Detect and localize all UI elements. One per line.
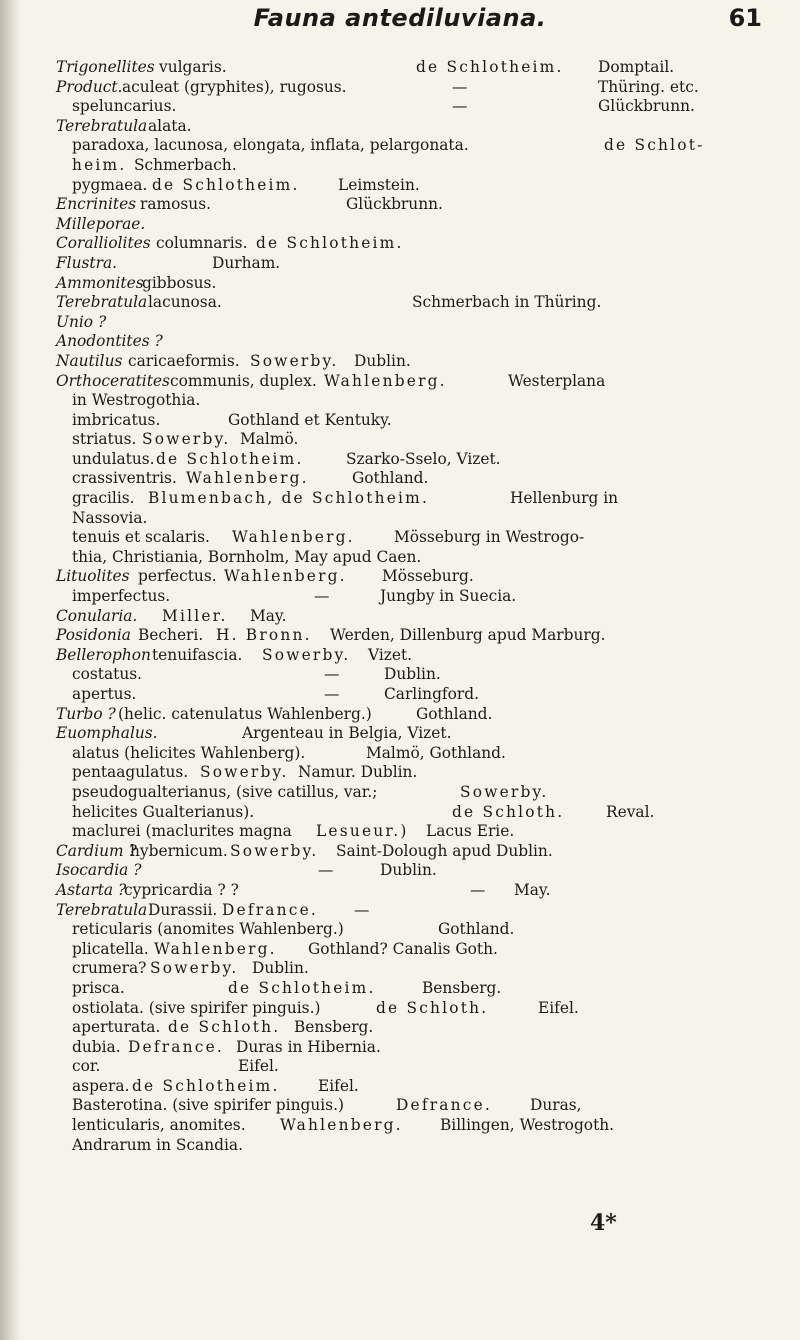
author-name: de Schlotheim. [416,58,564,76]
list-line [56,999,778,1019]
genus-name: Astarta ? [56,880,127,899]
list-line [56,489,778,509]
entry-text: columnaris. [156,234,248,253]
entry-text: aspera. [72,1076,130,1095]
author-name: Wahlenberg. [280,1116,403,1135]
list-line [56,176,778,196]
entry-text: crassiventris. [72,469,177,488]
list-line [56,901,778,921]
entry-text: imbricatus. [72,410,161,429]
list-line [56,744,778,764]
entry-text: Eifel. [318,1076,359,1095]
list-line [56,254,778,274]
entry-text: apertus. [72,685,137,703]
entry-text: Argenteau in Belgia, Vizet. [242,724,452,743]
author-name: Sowerby. [200,763,289,782]
entry-text: — [354,900,370,919]
genus-name: Turbo ? [56,704,116,723]
author-name: Miller. [162,606,228,625]
entry-text: Billingen, Westrogoth. [440,1116,615,1135]
list-line [56,607,778,627]
entry-text: caricaeformis. [128,351,240,370]
author-name: Defrance. [222,900,319,919]
genus-name: Product. [56,77,123,96]
author-name: de Schlotheim. [152,175,300,194]
list-line [56,234,778,254]
entry-text: Bensberg. [294,1018,374,1037]
entry-text: Gothland? Canalis Goth. [308,939,498,958]
species-list [56,58,778,1155]
list-line [56,78,778,98]
genus-name: Posidonia [56,626,131,645]
list-line [56,881,778,901]
entry-text: Vizet. [368,645,413,664]
list-line [56,842,778,862]
author-name: de Schlot- [604,136,705,155]
author-name: Sowerby. [230,841,319,860]
running-title: Fauna antediluviana. [253,4,547,32]
author-name: Sowerby. [142,430,231,449]
entry-text: Malmö, Gothland. [366,743,506,762]
entry-text: Reval. [606,802,655,821]
list-line [56,215,778,235]
genus-name: Orthoceratites [56,371,170,390]
list-line [56,685,778,705]
entry-text: Dublin. [252,959,309,978]
list-line [56,274,778,294]
genus-name: Conularia. [56,606,138,625]
genus-name: Coralliolites [56,234,151,253]
list-line [56,391,778,411]
entry-text: imperfectus. [72,587,171,606]
entry-text: Eifel. [238,1057,279,1076]
entry-text: pygmaea. [72,175,148,194]
list-line [56,97,778,117]
genus-name: Terebratula [56,116,148,135]
list-line [56,58,778,78]
list-line [56,587,778,607]
binding-gutter [0,0,22,1340]
entry-text: in Westrogothia. [72,391,201,410]
entry-text: Westerplana [508,371,606,390]
entry-text: speluncarius. [72,97,177,116]
entry-text: Jungby in Suecia. [380,587,517,606]
author-name: Sowerby. [262,645,351,664]
entry-text: Gothland. [438,920,515,939]
list-line [56,705,778,725]
entry-text: cypricardia ? ? [124,880,239,899]
entry-text: vulgaris. [159,58,227,76]
entry-text: cor. [72,1057,101,1076]
genus-name: Milleporae. [56,214,146,233]
author-name: de Schlotheim. [228,978,376,997]
genus-name: Trigonellites [56,58,155,76]
entry-text: — [452,77,468,96]
entry-text: helicites Gualterianus). [72,802,255,821]
list-line [56,372,778,392]
list-line [56,528,778,548]
entry-text: Dublin. [354,351,411,370]
entry-text: Schmerbach. [134,155,237,174]
author-name: de Schloth. [376,998,489,1017]
entry-text: lacunosa. [148,293,222,312]
entry-text: communis, duplex. [170,371,317,390]
entry-text: costatus. [72,665,143,684]
list-line [56,352,778,372]
entry-text: Saint-Dolough apud Dublin. [336,841,553,860]
entry-text: Becheri. [138,626,204,645]
author-name: Sowerby. [250,351,339,370]
author-name: Wahlenberg. [324,371,447,390]
author-name: Wahlenberg. [232,528,355,547]
author-name: Blumenbach, de Schlotheim. [148,489,430,508]
list-line [56,548,778,568]
entry-text: pseudogualterianus, (sive catillus, var.; [72,782,378,801]
entry-text: hybernicum. [130,841,228,860]
running-header [0,4,800,38]
entry-text: Duras in Hibernia. [236,1037,381,1056]
list-line [56,1057,778,1077]
list-line [56,1116,778,1136]
entry-text: Andrarum in Scandia. [72,1135,243,1154]
author-name: de Schlotheim. [156,449,304,468]
entry-text: Glückbrunn. [346,195,443,214]
entry-text: aculeat (gryphites), rugosus. [122,77,347,96]
signature-mark: 4* [590,1210,617,1236]
list-line [56,332,778,352]
list-line [56,626,778,646]
list-line [56,763,778,783]
entry-text: — [318,861,334,880]
genus-name: Anodontites ? [56,332,163,351]
author-name: Sowerby. [460,782,549,801]
entry-text: — [324,665,340,684]
list-line [56,979,778,999]
entry-text: striatus. [72,430,137,449]
author-name: de Schlotheim. [256,234,404,253]
entry-text: (helic. catenulatus Wahlenberg.) [118,704,372,723]
list-line [56,1096,778,1116]
author-name: de Schloth. [168,1018,281,1037]
entry-text: — [470,880,486,899]
entry-text: undulatus. [72,449,155,468]
entry-text: — [452,97,468,116]
entry-text: alata. [148,116,192,135]
author-name: Lesueur.) [316,822,409,841]
entry-text: Gothland. [352,469,429,488]
author-name: Wahlenberg. [186,469,309,488]
entry-text: — [314,587,330,606]
entry-text: Szarko-Sselo, Vizet. [346,449,501,468]
list-line [56,117,778,137]
list-line [56,1077,778,1097]
author-name: Sowerby. [150,959,239,978]
genus-name: Unio ? [56,312,107,331]
genus-name: Bellerophon [56,645,151,664]
entry-text: Durham. [212,253,281,272]
entry-text: Thüring. etc. [598,77,699,96]
list-line [56,450,778,470]
list-line [56,1038,778,1058]
entry-text: thia, Christiania, Bornholm, May apud Caen. [72,547,422,566]
genus-name: Terebratula [56,900,148,919]
list-line [56,783,778,803]
page-number: 61 [728,4,762,32]
list-line [56,430,778,450]
author-name: heim. [72,155,127,174]
entry-text: Mösseburg in Westrogo- [394,528,585,547]
genus-name: Isocardia ? [56,861,142,880]
entry-text: Bensberg. [422,978,502,997]
entry-text: May. [250,606,287,625]
list-line [56,411,778,431]
entry-text: plicatella. [72,939,149,958]
list-line [56,469,778,489]
entry-text: Lacus Erie. [426,822,515,841]
list-line [56,313,778,333]
author-name: H. Bronn. [216,626,312,645]
genus-name: Terebratula [56,293,148,312]
list-line [56,156,778,176]
author-name: Wahlenberg. [154,939,277,958]
list-line [56,940,778,960]
genus-name: Flustra. [56,253,118,272]
genus-name: Ammonites [56,273,144,292]
entry-text: gracilis. [72,489,135,508]
list-line [56,567,778,587]
author-name: de Schloth. [452,802,565,821]
entry-text: tenuifascia. [152,645,243,664]
list-line [56,803,778,823]
entry-text: maclurei (maclurites magna [72,822,292,841]
entry-text: Eifel. [538,998,579,1017]
list-line [56,861,778,881]
entry-text: Duras, [530,1096,582,1115]
entry-text: Namur. Dublin. [298,763,418,782]
list-line [56,822,778,842]
entry-text: crumera? [72,959,147,978]
entry-text: ramosus. [140,195,211,214]
entry-text: Carlingford. [384,685,479,703]
author-name: Wahlenberg. [224,567,347,586]
entry-text: Hellenburg in [510,489,619,508]
author-name: de Schlotheim. [132,1076,280,1095]
entry-text: gibbosus. [142,273,217,292]
entry-text: May. [514,880,551,899]
entry-text: paradoxa, lacunosa, elongata, inflata, pelargonata. [72,136,469,155]
list-line [56,293,778,313]
entry-text: Mösseburg. [382,567,474,586]
list-line [56,724,778,744]
list-line [56,959,778,979]
entry-text: alatus (helicites Wahlenberg). [72,743,306,762]
list-line [56,509,778,529]
entry-text: Nassovia. [72,508,148,527]
genus-name: Encrinites [56,195,137,214]
entry-text: Dublin. [384,665,441,684]
genus-name: Nautilus [56,351,123,370]
list-line [56,920,778,940]
entry-text: pentaagulatus. [72,763,189,782]
author-name: Defrance. [128,1037,225,1056]
entry-text: Durassii. [148,900,218,919]
entry-text: Domptail. [598,58,675,76]
entry-text: Gothland et Kentuky. [228,410,392,429]
entry-text: Glückbrunn. [598,97,695,116]
list-line [56,1018,778,1038]
genus-name: Lituolites [56,567,130,586]
entry-text: reticularis (anomites Wahlenberg.) [72,920,344,939]
entry-text: aperturata. [72,1018,161,1037]
entry-text: — [324,685,340,703]
entry-text: Werden, Dillenburg apud Marburg. [330,626,606,645]
entry-text: tenuis et scalaris. [72,528,210,547]
list-line [56,136,778,156]
genus-name: Cardium ? [56,841,137,860]
entry-text: Basterotina. (sive spirifer pinguis.) [72,1096,344,1115]
genus-name: Euomphalus. [56,724,158,743]
entry-text: Leimstein. [338,175,420,194]
entry-text: ostiolata. (sive spirifer pinguis.) [72,998,321,1017]
list-line [56,1136,778,1156]
entry-text: lenticularis, anomites. [72,1116,246,1135]
entry-text: Schmerbach in Thüring. [412,293,602,312]
entry-text: Gothland. [416,704,493,723]
list-line [56,665,778,685]
entry-text: Dublin. [380,861,437,880]
entry-text: dubia. [72,1037,121,1056]
list-line [56,195,778,215]
entry-text: Malmö. [240,430,299,449]
list-line [56,646,778,666]
author-name: Defrance. [396,1096,493,1115]
entry-text: perfectus. [138,567,217,586]
entry-text: prisca. [72,978,125,997]
